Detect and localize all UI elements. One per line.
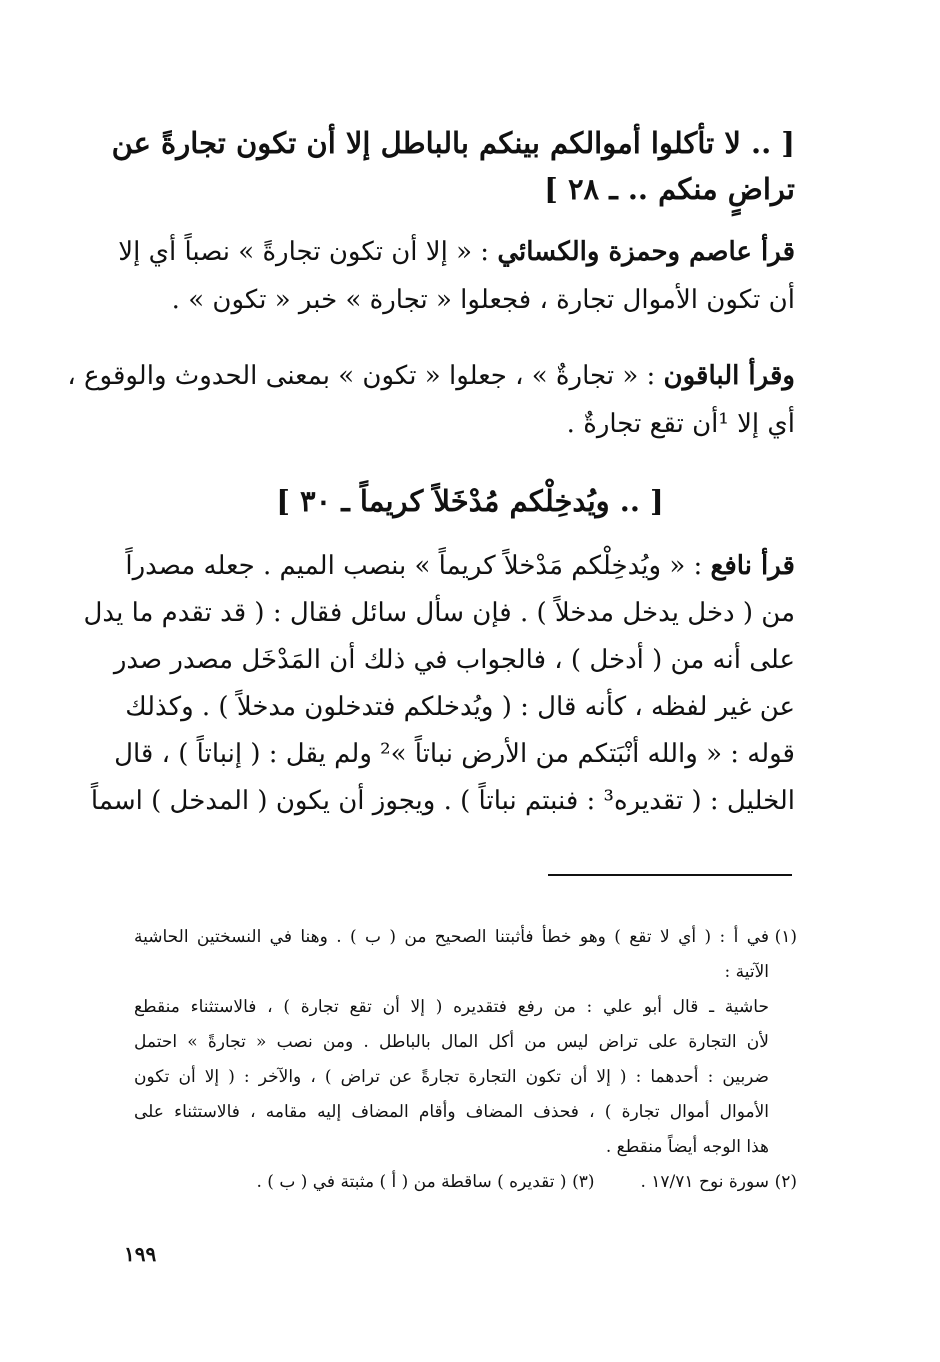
verse-line: تراضٍ منكم .. ـ ٢٨ ] [544, 172, 795, 206]
footnote-line: الآتية : [724, 962, 769, 982]
footnote-number: (٣) [572, 1172, 595, 1192]
footnote-number: (١) [774, 927, 797, 947]
footnote-text: سورة نوح ١٧/٧١ . [640, 1172, 769, 1192]
footnote-gloss-line: هذا الوجه أيضاً منقطع . [605, 1137, 769, 1157]
footnote-gloss-line: الأموال أموال تجارة ) ، فحذف المضاف وأقام المضاف إليه مقامه ، فالاستثناء على [134, 1102, 769, 1122]
quran-verse-30: [ .. ويُدخِلْكم مُدْخَلاً كريماً ـ ٣٠ ] [276, 484, 664, 518]
footnote-number: (٢) [774, 1172, 797, 1192]
paragraph-asim-hamza-kisai [118, 228, 795, 324]
paragraph-line [67, 352, 795, 400]
reader-names: قرأ نافع [710, 551, 795, 581]
footnote-text: ( تقديره ) ساقطة من ( أ ) مثبتة في ( ب ) . [256, 1172, 567, 1192]
footnote-1 [134, 920, 797, 955]
footnote-gloss-line: ضربين : أحدهما : ( إلا أن تكون التجارة تجارةً عن تراض ) ، والآخر : ( إلا أن تكون [134, 1067, 769, 1087]
paragraph-line: على أنه من ( أدخل ) ، فالجواب في ذلك أن المَدْخَل مصدر صدر [113, 645, 795, 675]
paragraph-line: قوله : « والله أنْبَتكم من الأرض نباتاً »² ولم يقل : ( إنباتاً ) ، قال [114, 739, 795, 769]
verse-line: [ .. لا تأكلوا أموالكم بينكم بالباطل إلا أن تكون تجارةً عن [111, 126, 795, 160]
page-number: ١٩٩ [124, 1242, 157, 1266]
paragraph-nafi [83, 543, 795, 825]
quran-verse-28 [111, 120, 795, 212]
paragraph-text: : « ويُدخِلْكم مَدْخلاً كريماً » بنصب الميم . جعله مصدراً [125, 551, 711, 581]
footnotes-2-3 [134, 1165, 797, 1200]
paragraph-line: من ( دخل يدخل مدخلاً ) . فإن سأل سائل فقال : ( قد تقدم ما يدل [83, 598, 795, 628]
paragraph-line [118, 228, 795, 276]
paragraph-others [67, 352, 795, 448]
footnote-separator [548, 874, 792, 876]
paragraph-line: الخليل : ( تقديره³ : فنبتم نباتاً ) . ويجوز أن يكون ( المدخل ) اسماً [90, 786, 795, 816]
footnote-gloss-line: لأن التجارة على تراض ليس من أكل المال بالباطل . ومن نصب « تجارةً » احتمل [134, 1032, 769, 1052]
paragraph-text: : « تجارةٌ » ، جعلوا « تكون » بمعنى الحدوث والوقوع ، [67, 361, 664, 391]
reader-names: وقرأ الباقون [663, 361, 795, 391]
paragraph-line: أن تكون الأموال تجارة ، فجعلوا « تجارة » خبر « تكون » . [171, 285, 795, 315]
reader-names: قرأ عاصم وحمزة والكسائي [497, 237, 795, 267]
footnote-gloss-line: حاشية ـ قال أبو علي : من رفع فتقديره ( إلا أن تقع تجارة ) ، فالاستثناء منقطع [134, 997, 769, 1017]
footnotes [134, 920, 797, 1200]
paragraph-line: أي إلا ¹أن تقع تجارةٌ . [566, 409, 795, 439]
paragraph-text: : « إلا أن تكون تجارةً » نصباً أي إلا [118, 237, 498, 267]
paragraph-line [125, 543, 795, 590]
footnote-text: في أ : ( أي لا تقع ) وهو خطأ فأثبتنا الصحيح من ( ب ) . وهنا في النسختين الحاشية [134, 927, 769, 947]
paragraph-line: عن غير لفظه ، كأنه قال : ( ويُدخلكم فتدخلون مدخلاً ) . وكذلك [125, 692, 795, 722]
